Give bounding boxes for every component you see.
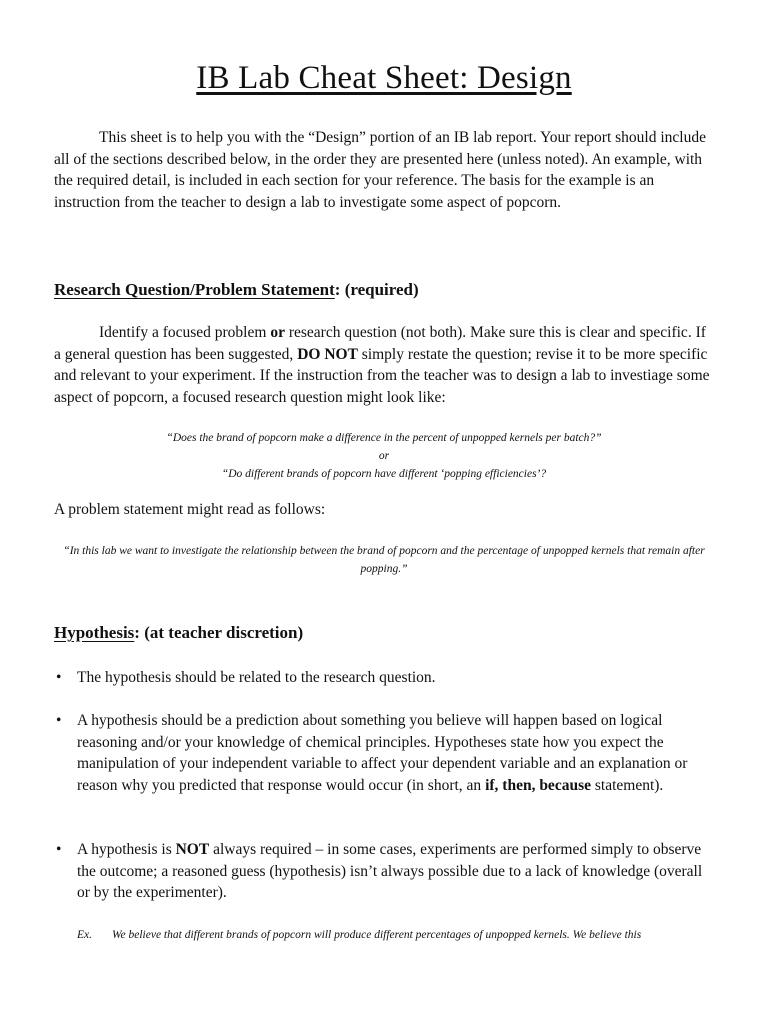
page-title: IB Lab Cheat Sheet: Design	[196, 60, 572, 96]
research-question-heading	[54, 280, 419, 300]
bullet-1-text: The hypothesis should be related to the research question.	[77, 669, 436, 686]
quote-1: “Does the brand of popcorn make a difference in the percent of unpopped kernels per batch?”	[166, 432, 602, 444]
quote-2: “Do different brands of popcorn have different ‘popping efficiencies’?	[221, 468, 547, 480]
bullet-2-text: A hypothesis should be a prediction about something you believe will happen based on logical reasoning and/or your knowledge of chemical principles. Hypotheses state how you expect the manipulation of your independent variable to affect your dependent variable and an explanation or reason why you predicted that response would occur (in short, an	[77, 712, 688, 794]
problem-statement-intro: A problem statement might read as follows:	[54, 501, 326, 518]
research-question-example	[54, 429, 714, 483]
bullet-icon: •	[56, 841, 62, 858]
bullet-2-bold: if, then, because	[485, 776, 591, 794]
research-or-bold: or	[270, 324, 285, 341]
hypothesis-heading	[54, 623, 303, 643]
research-heading-suffix: : (required)	[334, 280, 419, 299]
research-heading-text: Research Question/Problem Statement	[54, 280, 335, 299]
example-text: We believe that different brands of popcorn will produce different percentages of unpopped kernels. We believe this	[112, 929, 642, 941]
list-item	[54, 710, 717, 796]
intro-paragraph: This sheet is to help you with the “Design” portion of an IB lab report. Your report should include all of the sections described below, in the order they are presented here (unless noted). An example, with the required detail, is included in each section for your reference. The basis for the example is an instruction from the teacher to design a lab to investigate some aspect of popcorn.	[54, 129, 706, 211]
research-donot-bold: DO NOT	[297, 345, 358, 363]
problem-statement-example: “In this lab we want to investigate the relationship between the brand of popcorn and the percentage of unpopped kernels that remain after popping.”	[63, 545, 705, 575]
bullet-3-bold: NOT	[175, 841, 210, 858]
bullet-icon: •	[56, 712, 62, 729]
bullet-3-text-b: always required – in some cases, experiments are performed simply to observe the outcome; a reasoned guess (hypothesis) isn’t always possible due to a lack of knowledge (overall or by the experimenter).	[77, 841, 703, 901]
example-label: Ex.	[77, 929, 93, 941]
research-text-1: Identify a focused problem	[99, 324, 271, 341]
list-item	[54, 667, 717, 689]
bullet-3-text-a: A hypothesis is	[77, 841, 176, 858]
hypothesis-heading-suffix: : (at teacher discretion)	[134, 623, 304, 642]
research-text-2: research question (not both). Make sure this is clear and specific. If a general question has been suggested,	[54, 324, 706, 363]
hypothesis-example	[77, 926, 707, 944]
bullet-icon: •	[56, 669, 62, 686]
research-text-3: simply restate the question; revise it to be more specific and relevant to your experiment. If the instruction from the teacher was to design a lab to investiage some aspect of popcorn, a focused research question might look like:	[54, 345, 710, 406]
list-item	[54, 839, 717, 904]
quote-or: or	[378, 450, 390, 462]
hypothesis-heading-text: Hypothesis	[54, 623, 135, 642]
bullet-2-end: statement).	[590, 776, 664, 794]
research-paragraph	[54, 322, 714, 408]
